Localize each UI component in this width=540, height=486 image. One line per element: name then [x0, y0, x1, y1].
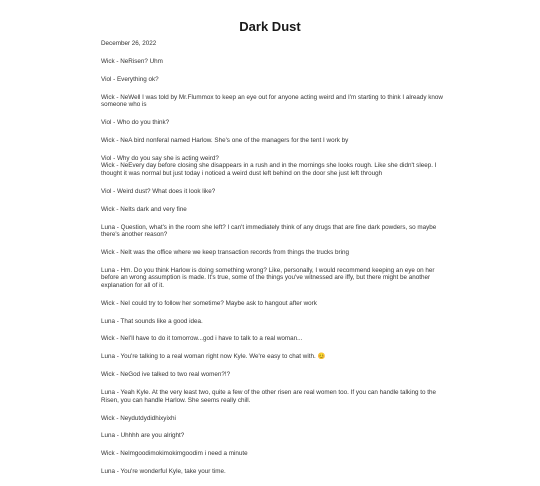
- paragraph: Luna - Question, what's in the room she left? I can't immediately think of any drugs that are fine dark powders, so maybe there's another reason?: [101, 223, 439, 239]
- paragraph: Viol - Who do you think?: [101, 119, 170, 127]
- paragraph: Luna - That sounds like a good idea.: [101, 317, 203, 325]
- document-title: Dark Dust: [239, 19, 301, 34]
- paragraph: Wick - NeIt was the office where we keep transaction records from things the trucks bring: [101, 248, 350, 256]
- paragraph: Luna - You're talking to a real woman right now Kyle. We're easy to chat with. 😊: [101, 353, 326, 361]
- paragraph: Wick - NeIts dark and very fine: [101, 205, 187, 213]
- paragraph: Wick - Neydutdydidhixyixhi: [101, 414, 176, 422]
- paragraph: Wick - Nelmgoodimokimokimgoodim i need a minute: [101, 450, 248, 458]
- paragraph: Viol - Why do you say she is acting weird? Wick - NeEvery day before closing she disappears in a rush and in the mornings she looks rough. Like she didn't sleep. I thought it was normal but just today i noticed a weird dust left behind on the door she just left through: [101, 154, 437, 177]
- paragraph: Wick - NeWell I was told by Mr.Flummox to keep an eye out for anyone acting weird and I'm starting to think I already know someone who is: [101, 93, 445, 109]
- paragraph: Viol - Weird dust? What does it look like?: [101, 187, 216, 195]
- paragraph: December 26, 2022: [101, 40, 157, 47]
- paragraph: Wick - NeGod ive talked to two real women?!?: [101, 371, 231, 379]
- paragraph: Luna - Hm. Do you think Harlow is doing something wrong? Like, personally, I would recommend keeping an eye on her before an wrong assumption is made. It's true, some of the things you've witnessed are iffy, but there might be another explanation for all of it.: [101, 266, 437, 289]
- paragraph: Luna - Uhhhh are you alright?: [101, 432, 185, 440]
- paragraph: Wick - NeI'll have to do it tomorrow...god i have to talk to a real woman...: [101, 335, 303, 343]
- paragraph: Viol - Everything ok?: [101, 75, 159, 83]
- paragraph: Wick - NeI could try to follow her sometime? Maybe ask to hangout after work: [101, 299, 317, 307]
- document-body: [101, 40, 451, 486]
- paragraph: Luna - Yeah Kyle. At the very least two, quite a few of the other risen are real women too. If you can handle talking to the Risen, you can handle Harlow. She seems really chill.: [101, 389, 438, 404]
- paragraph: Wick - NeRisen? Uhm: [101, 57, 163, 65]
- paragraph: Wick - NeA bird nonferal named Harlow. She's one of the managers for the tent I work by: [101, 136, 349, 144]
- paragraph: Luna - You're wonderful Kyle, take your time.: [101, 468, 226, 476]
